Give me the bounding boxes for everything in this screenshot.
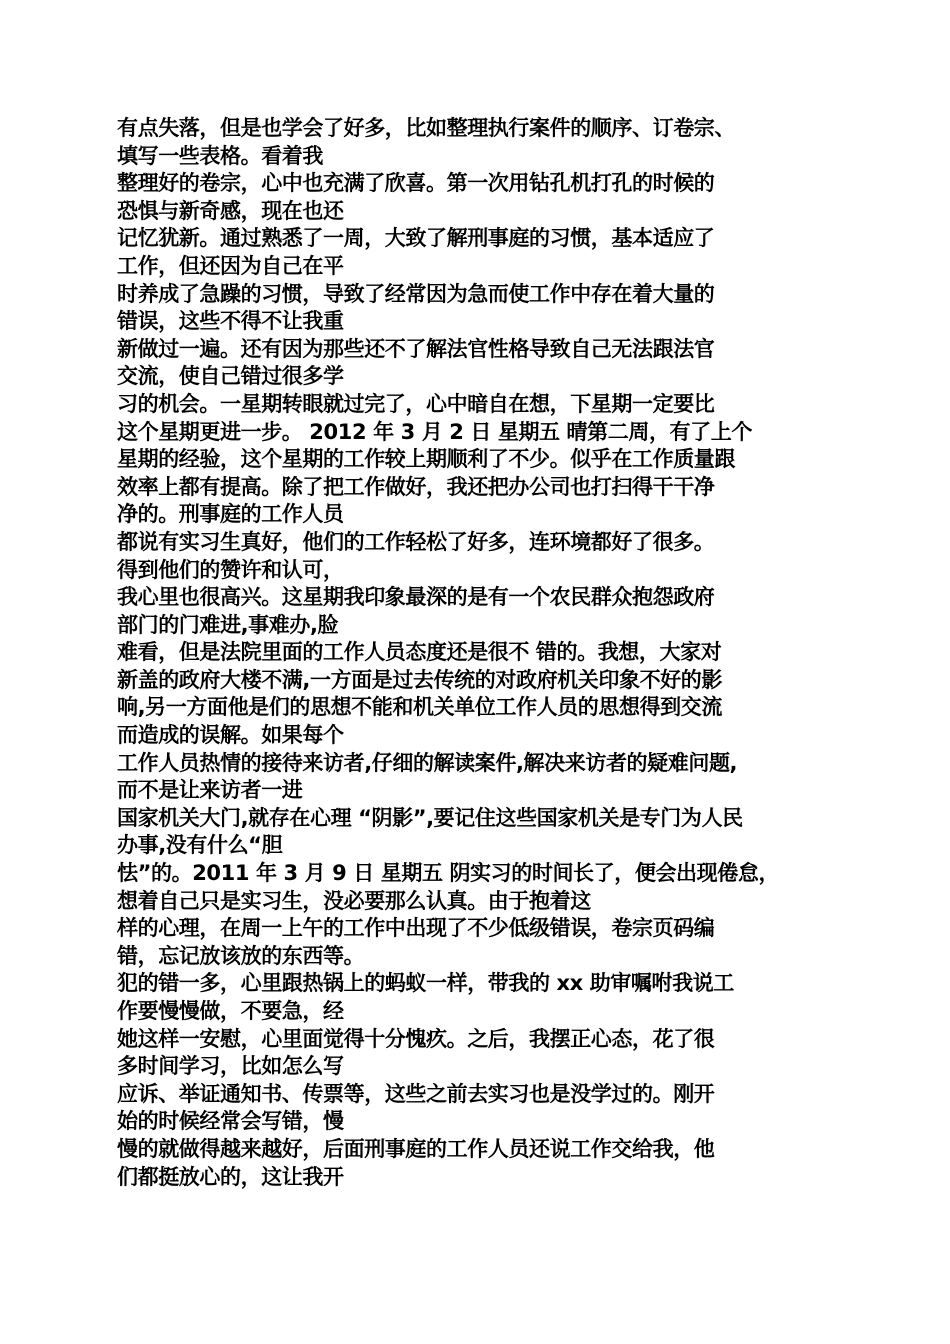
- text-line: 工作人员热情的接待来访者,仔细的解读案件,解决来访者的疑难问题,: [117, 750, 738, 775]
- text-line: 响,另一方面他是们的思想不能和机关单位工作人员的思想得到交流: [117, 695, 722, 720]
- text-line: 而造成的误解。如果每个: [117, 723, 344, 748]
- text-line: 有点失落，但是也学会了好多，比如整理执行案件的顺序、订卷宗、: [117, 116, 735, 140]
- text-line: 整理好的卷宗，心中也充满了欣喜。第一次用钻孔机打孔的时候的: [117, 171, 715, 196]
- text-line: 难看，但是法院里面的工作人员态度还是很不 错的。我想，大家对: [117, 640, 722, 665]
- text-line: 习的机会。一星期转眼就过完了，心中暗自在想，下星期一定要比: [117, 391, 715, 416]
- document-body: [117, 115, 839, 1191]
- text-line: 想着自己只是实习生，没必要那么认真。由于抱着这: [117, 888, 591, 913]
- text-line: 都说有实习生真好，他们的工作轻松了好多，连环境都好了很多。: [117, 529, 715, 554]
- text-line: 她这样一安慰，心里面觉得十分愧疚。之后，我摆正心态，花了很: [117, 1026, 715, 1051]
- text-line: 得到他们的赞许和认可，: [117, 557, 344, 582]
- text-line: 工作，但还因为自己在平: [117, 253, 344, 278]
- text-line: 我心里也很高兴。这星期我印象最深的是有一个农民群众抱怨政府: [117, 585, 715, 610]
- text-line: 填写一些表格。看着我: [117, 143, 323, 168]
- text-line: 作要慢慢做，不要急，经: [117, 999, 344, 1023]
- text-line: 样的心理，在周一上午的工作中出现了不少低级错误，卷宗页码编: [117, 916, 715, 941]
- text-line: 们都挺放心的，这让我开: [117, 1164, 344, 1189]
- text-line: 时养成了急躁的习惯，导致了经常因为急而使工作中存在着大量的: [117, 281, 715, 306]
- text-line: 净的。刑事庭的工作人员: [117, 502, 344, 527]
- text-line: 效率上都有提高。除了把工作做好，我还把办公司也打扫得干干净: [117, 474, 715, 499]
- text-line: 交流，使自己错过很多学: [117, 364, 344, 389]
- text-line: 慢的就做得越来越好，后面刑事庭的工作人员还说工作交给我，他: [117, 1136, 715, 1161]
- text-line: 新做过一遍。还有因为那些还不了解法官性格导致自己无法跟法官: [117, 336, 715, 361]
- text-line: 而不是让来访者一进: [117, 778, 303, 803]
- text-line: 国家机关大门,就存在心理 “阴影”,要记住这些国家机关是专门为人民: [117, 805, 743, 830]
- text-line: 记忆犹新。通过熟悉了一周，大致了解刑事庭的习惯，基本适应了: [117, 226, 715, 251]
- text-line: 这个星期更进一步。 2012 年 3 月 2 日 星期五 晴第二周，有了上个: [117, 419, 752, 444]
- text-line: 星期的经验，这个星期的工作较上期顺利了不少。似乎在工作质量跟: [117, 447, 735, 472]
- text-line: 犯的错一多，心里跟热锅上的蚂蚁一样，带我的 xx 助审嘱咐我说工: [117, 971, 734, 996]
- text-line: 办事,没有什么“胆: [117, 833, 283, 858]
- text-line: 错误，这些不得不让我重: [117, 309, 344, 334]
- text-line: 多时间学习，比如怎么写: [117, 1054, 344, 1079]
- text-line: 部门的门难进,事难办,脸: [117, 612, 339, 637]
- text-line: 恐惧与新奇感，现在也还: [117, 198, 344, 223]
- text-line: 应诉、举证通知书、传票等，这些之前去实习也是没学过的。刚开: [117, 1081, 715, 1106]
- text-line: 错，忘记放该放的东西等。: [117, 943, 365, 968]
- text-line: 始的时候经常会写错，慢: [117, 1109, 344, 1134]
- text-line: 怯”的。2011 年 3 月 9 日 星期五 阴实习的时间长了，便会出现倦怠，: [117, 861, 780, 886]
- text-line: 新盖的政府大楼不满,一方面是过去传统的对政府机关印象不好的影: [117, 667, 722, 692]
